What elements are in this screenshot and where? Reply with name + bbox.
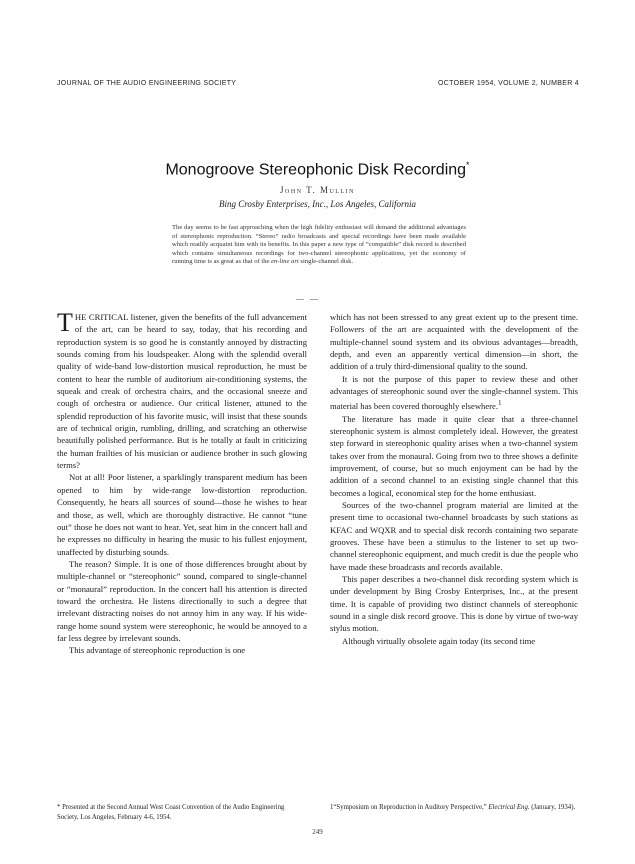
- footnote-left: * Presented at the Second Annual West Coast Convention of the Audio Engineering Society, Los Angeles, February 4-6, 1954.: [57, 804, 285, 821]
- paragraph: The literature has made it quite clear that a three-channel stereophonic system is almost completely ideal. However, the greatest step forward in stereophonic quality arises when a two-channel system takes over from the monaural. Going from two to three shows a definite improvement, of course, but so much enjoyment can be had by the addition of a second channel to an existing single channel that this becomes a logical, economical step for the home enthusiast.: [330, 413, 578, 498]
- footnote-right: [330, 803, 578, 813]
- section-separator: — —: [296, 294, 320, 303]
- paragraph: [330, 373, 578, 413]
- paragraph: Not at all! Poor listener, a sparklingly transparent medium has been opened to him by wide-range low-distortion reproduction. Consequently, he hears all sources of sound—those he wishes to hear and those, as well, which are thoroughly distractive. He cannot “tune out” those he does not want to hear. Yet, seat him in the concert hall and he expresses no difficulty in hearing the music to his fullest enjoyment, unaffected by disturbing sounds.: [57, 472, 307, 557]
- abstract-text-b: single-channel disk.: [298, 258, 354, 266]
- footnote-text-b: (January, 1934).: [529, 804, 576, 811]
- footnote-text-a: 1“Symposium on Reproduction in Auditory Perspective,”: [330, 804, 489, 811]
- body-column-right: [330, 311, 578, 647]
- drop-cap: T: [57, 308, 73, 337]
- body-column-left: [57, 308, 307, 657]
- abstract-emphasis: en-line art: [271, 258, 299, 266]
- paragraph: The reason? Simple. It is one of those differences brought about by multiple-channel or “stereophonic” sound, compared to single-channel or “monaural” reproduction. In the concert hall his attention is directed toward the orchestra. He listens directionally to such a degree that irrelevant distracting noises do not annoy him in any way. If his wide-range home sound system were stereophonic, he would be annoyed to a far less degree by irrelevant sounds.: [57, 558, 307, 643]
- author-name: John T. Mullin: [280, 185, 355, 195]
- page-number: 249: [312, 828, 323, 836]
- reference-mark: 1: [498, 399, 502, 408]
- paragraph: This paper describes a two-channel disk recording system which is under development by Bing Crosby Enterprises, Inc., at the present time. It is capable of providing two distinct channels of stereophonic sound in a single disk record groove. This is done by virtue of two-way stylus motion.: [330, 574, 578, 634]
- paragraph-text: HE CRITICAL listener, given the benefits of the full advancement of the art, can be heard to say, today, that his recording and reproduction system is so good he is constantly annoyed by distracting sounds coming from his loudspeaker. Along with the splendid overall quality of wide-band low-distortion musical reproduction, he must be content to hear the rumble of auditorium air-conditioning systems, the squeak and creak of orchestra chairs, and the occasional sneeze and cough of orchestra or audience. Our critical listener, attuned to the splendid reproduction of his favorite music, will insist that these sounds are of technical origin, rumbling, drilling, and scratching an otherwise beautifully polished performance. But is he totally at fault in criticizing the human frailties of his musician or audience brother in such glowing terms?: [57, 312, 307, 471]
- journal-name: JOURNAL OF THE AUDIO ENGINEERING SOCIETY: [57, 80, 237, 87]
- abstract: [172, 224, 466, 267]
- paragraph: This advantage of stereophonic reproduction is one: [69, 645, 246, 656]
- paragraph: [57, 308, 307, 471]
- title-text: Monogroove Stereophonic Disk Recording: [165, 161, 467, 179]
- issue-info: OCTOBER 1954, VOLUME 2, NUMBER 4: [438, 80, 579, 87]
- paragraph-text: It is not the purpose of this paper to review these and other advantages of stereophonic sound over the single-channel system. This material has been covered thoroughly elsewhere.: [330, 373, 578, 412]
- footnote-emphasis: Electrical Eng.: [488, 804, 530, 811]
- paragraph: Sources of the two-channel program material are limited at the present time to occasional two-channel broadcasts by such stations as KFAC and WQXR and to special disk records containing two separate grooves. These have been a stimulus to the listener to set up two-channel stereophonic equipment, and much credit is due the people who have made these broadcasts and records available.: [330, 500, 578, 572]
- paragraph: Although virtually obsolete again today (its second time: [342, 635, 536, 646]
- running-header: [57, 80, 579, 87]
- title-footnote-mark: *: [466, 160, 470, 170]
- paragraph: which has not been stressed to any great extent up to the present time. Followers of the art are acquainted with the development of the multiple-channel sound system and its obvious advantages—breadth, depth, and even an apparently vertical dimension—in short, the addition of a truly third-dimensional quality to the sound.: [330, 312, 578, 372]
- article-title: [0, 160, 635, 179]
- author-affiliation: Bing Crosby Enterprises, Inc., Los Angeles, California: [219, 199, 416, 209]
- abstract-text-a: The day seems to be fast approaching when the high fidelity enthusiast will demand the additional advantages of stereophonic reproduction. “Stereo” radio broadcasts and special recordings have been made available which readily acquaint him with its benefits. In this paper a new type of “compatible” disk record is described which contains simultaneous recordings for two-channel stereophonic applications, yet the economy of running time is as great as that of the: [172, 224, 466, 266]
